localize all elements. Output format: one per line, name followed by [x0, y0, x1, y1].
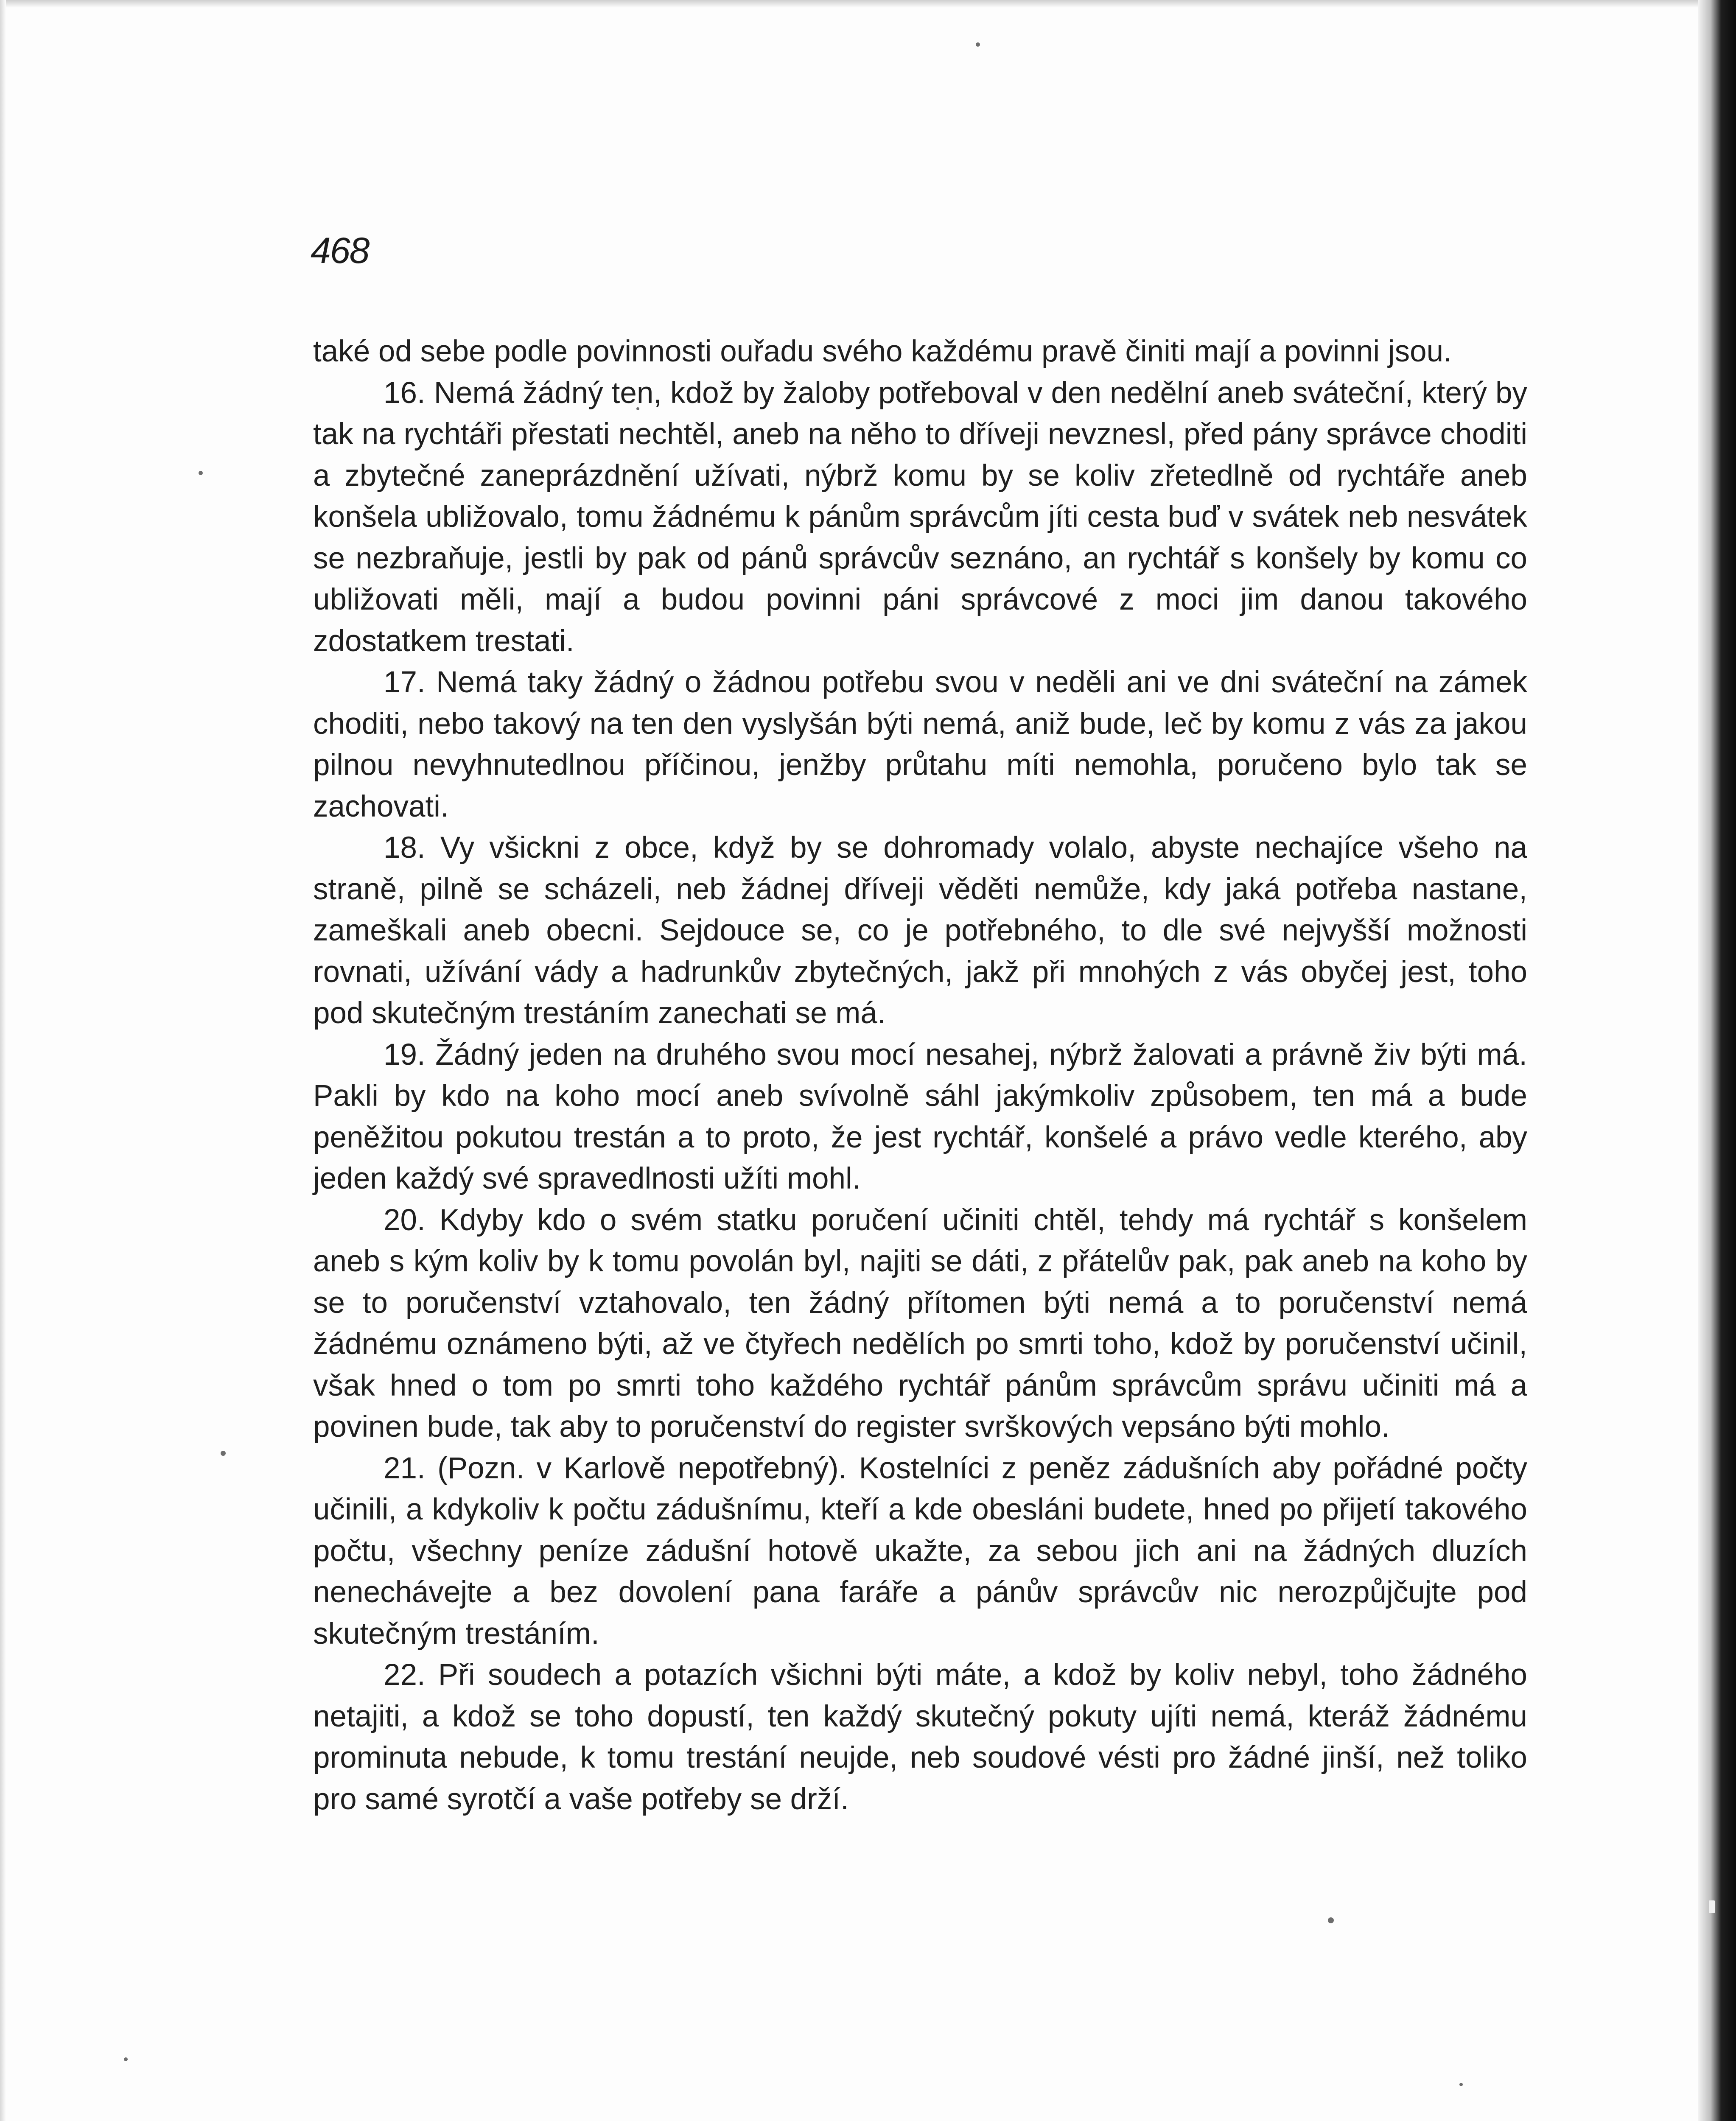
scan-speck [976, 42, 980, 47]
page-number: 468 [311, 230, 369, 271]
page-right-edge-shadow [1698, 0, 1736, 2121]
paragraph-article-20: 20. Kdyby kdo o svém statku poručení učiniti chtěl, tehdy má rychtář s konšelem aneb s kým koliv by k tomu povolán byl, najiti se dáti, z přátelův pak, pak aneb na koho by se to poručenství vztahovalo, ten žádný přítomen býti nemá a to poručenství nemá žádnému oznámeno býti, až ve čtyřech nedělích po smrti toho, kdož by poručenství učinil, však hned o tom po smrti toho každého rychtář pánům správcům správu učiniti má a povinen bude, tak aby to poručenství do register svrškových vepsáno býti mohlo. [313, 1203, 1527, 1444]
scan-speck [1709, 1900, 1715, 1913]
scan-speck [124, 2057, 128, 2061]
scan-speck [1459, 2083, 1463, 2086]
paragraph-continuation: také od sebe podle povinnosti ouřadu svého každému pravě činiti mají a povinni jsou. [313, 335, 1452, 368]
paragraph-article-18: 18. Vy všickni z obce, když by se dohromady volalo, abyste nechajíce všeho na straně, pilně se scházeli, neb žádnej dříveji věděti nemůže, kdy jaká potřeba nastane, zameškali aneb obecni. Sejdouce se, co je potřebného, to dle své nejvyšší možnosti rovnati, užívání vády a hadrunkův zbytečných, jakž při mnohých z vás obyčej jest, toho pod skutečným trestáním zanechati se má. [313, 831, 1527, 1030]
paragraph-article-21: 21. (Pozn. v Karlově nepotřebný). Kostelníci z peněz zádušních aby pořádné počty učinili, a kdykoliv k počtu zádušnímu, kteří a kde obesláni budete, hned po přijetí takového počtu, všechny peníze zádušní hotově ukažte, za sebou jich ani na žádných dluzích nenechávejte a bez dovolení pana faráře a pánův správcův nic nerozpůjčujte pod skutečným trestáním. [313, 1451, 1527, 1651]
document-body [313, 331, 1527, 1820]
page-top-edge-shadow [0, 0, 1736, 8]
paragraph-article-16: 16. Nemá žádný ten, kdož by žaloby potřeboval v den nedělní aneb sváteční, který by tak na rychtáři přestati nechtěl, aneb na něho to dříveji nevznesl, před pány správce choditi a zbytečné zaneprázdnění užívati, nýbrž komu by se koliv zřetedlně od rychtáře aneb konšela ubližovalo, tomu žádnému k pánům správcům jíti cesta buď v svátek neb nesvátek se nezbraňuje, jestli by pak od pánů správcův seznáno, an rychtář s konšely by komu co ubližovati měli, mají a budou povinni páni správcové z moci jim danou takového zdostatkem trestati. [313, 376, 1527, 658]
scan-speck [221, 1451, 226, 1456]
paragraph-article-19: 19. Žádný jeden na druhého svou mocí nesahej, nýbrž žalovati a právně živ býti má. Pakli by kdo na koho mocí aneb svívolně sáhl jakýmkoliv způsobem, ten má a bude peněžitou pokutou trestán a to proto, že jest rychtář, konšelé a právo vedle kterého, aby jeden každý své spravedlnosti užíti mohl. [313, 1038, 1527, 1195]
scan-speck [1328, 1917, 1334, 1923]
paragraph-article-22: 22. Při soudech a potazích všichni býti máte, a kdož by koliv nebyl, toho žádného netajiti, a kdož se toho dopustí, ten každý skutečný pokuty ujíti nemá, kteráž žádnému prominuta nebude, k tomu trestání neujde, neb soudové vésti pro žádné jinší, než toliko pro samé syrotčí a vaše potřeby se drží. [313, 1658, 1527, 1816]
scan-speck [199, 471, 203, 475]
page-left-edge-shadow [0, 0, 6, 2121]
paragraph-article-17: 17. Nemá taky žádný o žádnou potřebu svou v neděli ani ve dni sváteční na zámek choditi, nebo takový na ten den vyslyšán býti nemá, aniž bude, leč by komu z vás za jakou pilnou nevyhnutedlnou příčinou, jenžby průtahu míti nemohla, poručeno bylo tak se zachovati. [313, 666, 1527, 823]
